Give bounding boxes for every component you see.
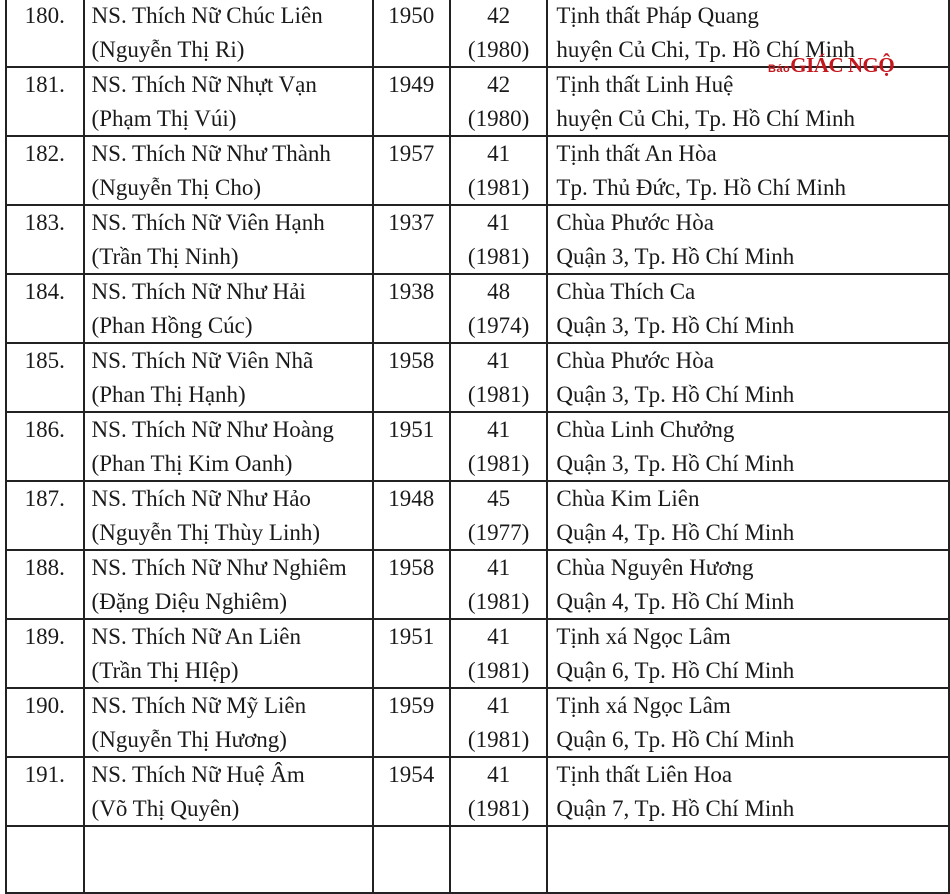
secular-name: (Phan Thị Hạnh)	[91, 381, 246, 407]
name-cell	[84, 0, 373, 67]
birth-year: 1948	[388, 486, 435, 511]
dharma-name: NS. Thích Nữ Như Thành	[91, 141, 331, 166]
dharma-name: NS. Thích Nữ Như Hảo	[91, 486, 311, 511]
birth-year: 1937	[388, 210, 435, 235]
name-cell	[84, 205, 373, 274]
birth-year-cell	[373, 550, 450, 619]
age-value: 41	[487, 417, 511, 442]
age-value: 48	[487, 279, 511, 304]
place-location: Tp. Thủ Đức, Tp. Hồ Chí Minh	[556, 174, 846, 200]
place-cell	[547, 550, 949, 619]
name-cell	[84, 550, 373, 619]
age-value: 41	[487, 555, 511, 580]
place-name: Tịnh thất Pháp Quang	[556, 3, 759, 28]
place-location: huyện Củ Chi, Tp. Hồ Chí Minh	[556, 36, 856, 62]
name-cell	[84, 67, 373, 136]
age-year: (1980)	[467, 36, 530, 62]
name-cell	[84, 826, 373, 893]
row-number-cell	[6, 0, 84, 67]
place-location: Quận 6, Tp. Hồ Chí Minh	[556, 657, 795, 683]
place-cell	[547, 826, 949, 893]
age-cell	[450, 343, 548, 412]
name-cell	[84, 757, 373, 826]
birth-year-cell	[373, 67, 450, 136]
nun-list-table	[5, 0, 950, 894]
birth-year-cell	[373, 412, 450, 481]
place-cell	[547, 136, 949, 205]
secular-name: (Nguyễn Thị Ri)	[91, 36, 245, 62]
place-name: Tịnh thất An Hòa	[556, 141, 717, 166]
age-year: (1981)	[467, 381, 530, 407]
table-row	[6, 757, 949, 826]
secular-name: (Trần Thị Ninh)	[91, 243, 239, 269]
place-name: Chùa Thích Ca	[556, 279, 696, 304]
dharma-name: NS. Thích Nữ Chúc Liên	[91, 3, 323, 28]
row-number-cell	[6, 481, 84, 550]
place-cell	[547, 205, 949, 274]
row-number-cell	[6, 67, 84, 136]
birth-year-cell	[373, 0, 450, 67]
birth-year-cell	[373, 274, 450, 343]
age-year: (1981)	[467, 450, 530, 476]
birth-year: 1954	[388, 762, 435, 787]
place-cell	[547, 757, 949, 826]
row-number-cell	[6, 136, 84, 205]
row-number: 191.	[24, 762, 65, 787]
place-location: Quận 7, Tp. Hồ Chí Minh	[556, 795, 795, 821]
place-name: Chùa Kim Liên	[556, 486, 700, 511]
age-value: 41	[487, 624, 511, 649]
age-cell	[450, 0, 548, 67]
secular-name: (Phạm Thị Vúi)	[91, 105, 237, 131]
place-name: Chùa Linh Chưởng	[556, 417, 735, 442]
birth-year-cell	[373, 688, 450, 757]
table-row	[6, 205, 949, 274]
secular-name: (Trần Thị HIệp)	[91, 657, 239, 683]
place-location: Quận 3, Tp. Hồ Chí Minh	[556, 312, 795, 338]
place-location: huyện Củ Chi, Tp. Hồ Chí Minh	[556, 105, 856, 131]
birth-year-cell	[373, 343, 450, 412]
age-year: (1981)	[467, 657, 530, 683]
place-name: Tịnh xá Ngọc Lâm	[556, 624, 731, 649]
row-number-cell	[6, 343, 84, 412]
row-number: 187.	[24, 486, 65, 511]
watermark-prefix: Báo	[768, 63, 791, 75]
table-row	[6, 136, 949, 205]
place-location: Quận 4, Tp. Hồ Chí Minh	[556, 519, 795, 545]
dharma-name: NS. Thích Nữ Mỹ Liên	[91, 693, 307, 718]
secular-name: (Phan Hồng Cúc)	[91, 312, 253, 338]
dharma-name: NS. Thích Nữ Như Hoàng	[91, 417, 334, 442]
age-cell	[450, 688, 548, 757]
birth-year: 1950	[388, 3, 435, 28]
place-cell	[547, 619, 949, 688]
birth-year-cell	[373, 136, 450, 205]
place-name: Tịnh thất Linh Huệ	[556, 72, 734, 97]
birth-year: 1958	[388, 348, 435, 373]
birth-year-cell	[373, 481, 450, 550]
name-cell	[84, 274, 373, 343]
birth-year-cell	[373, 757, 450, 826]
table-row	[6, 688, 949, 757]
row-number-cell	[6, 274, 84, 343]
place-location: Quận 3, Tp. Hồ Chí Minh	[556, 450, 795, 476]
dharma-name: NS. Thích Nữ Viên Hạnh	[91, 210, 325, 235]
birth-year: 1957	[388, 141, 435, 166]
dharma-name: NS. Thích Nữ Nhựt Vạn	[91, 72, 317, 97]
place-cell	[547, 412, 949, 481]
place-name: Chùa Nguyên Hương	[556, 555, 754, 580]
place-cell	[547, 343, 949, 412]
birth-year: 1951	[388, 624, 435, 649]
name-cell	[84, 412, 373, 481]
secular-name: (Phan Thị Kim Oanh)	[91, 450, 293, 476]
table-row	[6, 481, 949, 550]
birth-year: 1959	[388, 693, 435, 718]
row-number: 183.	[24, 210, 65, 235]
age-year: (1974)	[467, 312, 530, 338]
age-cell	[450, 67, 548, 136]
place-name: Chùa Phước Hòa	[556, 210, 714, 235]
age-year: (1981)	[467, 588, 530, 614]
age-year: (1981)	[467, 795, 530, 821]
secular-name: (Võ Thị Quyên)	[91, 795, 240, 821]
row-number: 189.	[24, 624, 65, 649]
place-cell	[547, 274, 949, 343]
age-value: 42	[487, 72, 511, 97]
row-number: 181.	[24, 72, 65, 97]
age-value: 41	[487, 141, 511, 166]
age-year: (1981)	[467, 174, 530, 200]
row-number-cell	[6, 826, 84, 893]
secular-name: (Nguyễn Thị Hương)	[91, 726, 287, 752]
row-number: 190.	[24, 693, 65, 718]
age-value: 42	[487, 3, 511, 28]
place-name: Tịnh xá Ngọc Lâm	[556, 693, 731, 718]
place-cell	[547, 688, 949, 757]
row-number: 188.	[24, 555, 65, 580]
birth-year: 1958	[388, 555, 435, 580]
row-number: 186.	[24, 417, 65, 442]
secular-name: (Đặng Diệu Nghiêm)	[91, 588, 287, 614]
place-location: Quận 6, Tp. Hồ Chí Minh	[556, 726, 795, 752]
name-cell	[84, 481, 373, 550]
row-number: 180.	[24, 3, 65, 28]
place-location: Quận 3, Tp. Hồ Chí Minh	[556, 381, 795, 407]
name-cell	[84, 136, 373, 205]
place-cell	[547, 481, 949, 550]
age-cell	[450, 205, 548, 274]
dharma-name: NS. Thích Nữ An Liên	[91, 624, 301, 649]
row-number-cell	[6, 550, 84, 619]
watermark-brand: GIÁC NGỘ	[790, 53, 895, 77]
row-number-cell	[6, 412, 84, 481]
age-value: 41	[487, 762, 511, 787]
dharma-name: NS. Thích Nữ Như Hải	[91, 279, 306, 304]
table-row	[6, 412, 949, 481]
birth-year-cell	[373, 826, 450, 893]
table-row	[6, 550, 949, 619]
age-year: (1981)	[467, 243, 530, 269]
birth-year: 1951	[388, 417, 435, 442]
birth-year: 1949	[388, 72, 435, 97]
age-cell	[450, 550, 548, 619]
secular-name: (Nguyễn Thị Thùy Linh)	[91, 519, 321, 545]
age-cell	[450, 826, 548, 893]
dharma-name: NS. Thích Nữ Như Nghiêm	[91, 555, 347, 580]
age-cell	[450, 274, 548, 343]
table-row-cutoff	[6, 826, 949, 893]
age-value: 41	[487, 348, 511, 373]
age-cell	[450, 619, 548, 688]
name-cell	[84, 619, 373, 688]
birth-year: 1938	[388, 279, 435, 304]
name-cell	[84, 688, 373, 757]
place-location: Quận 3, Tp. Hồ Chí Minh	[556, 243, 795, 269]
birth-year-cell	[373, 619, 450, 688]
age-year: (1977)	[467, 519, 530, 545]
age-cell	[450, 757, 548, 826]
place-name: Tịnh thất Liên Hoa	[556, 762, 733, 787]
table-body	[6, 0, 949, 893]
place-location: Quận 4, Tp. Hồ Chí Minh	[556, 588, 795, 614]
row-number-cell	[6, 619, 84, 688]
row-number: 185.	[24, 348, 65, 373]
row-number-cell	[6, 688, 84, 757]
dharma-name: NS. Thích Nữ Huệ Âm	[91, 762, 305, 787]
row-number: 184.	[24, 279, 65, 304]
row-number-cell	[6, 205, 84, 274]
age-value: 45	[487, 486, 511, 511]
birth-year-cell	[373, 205, 450, 274]
table-row	[6, 619, 949, 688]
age-value: 41	[487, 693, 511, 718]
age-cell	[450, 481, 548, 550]
row-number: 182.	[24, 141, 65, 166]
table-row	[6, 343, 949, 412]
row-number-cell	[6, 757, 84, 826]
age-year: (1980)	[467, 105, 530, 131]
name-cell	[84, 343, 373, 412]
table-row	[6, 274, 949, 343]
giac-ngo-watermark	[768, 53, 894, 78]
secular-name: (Nguyễn Thị Cho)	[91, 174, 262, 200]
age-value: 41	[487, 210, 511, 235]
dharma-name: NS. Thích Nữ Viên Nhã	[91, 348, 314, 373]
age-cell	[450, 412, 548, 481]
age-year: (1981)	[467, 726, 530, 752]
age-cell	[450, 136, 548, 205]
place-name: Chùa Phước Hòa	[556, 348, 714, 373]
